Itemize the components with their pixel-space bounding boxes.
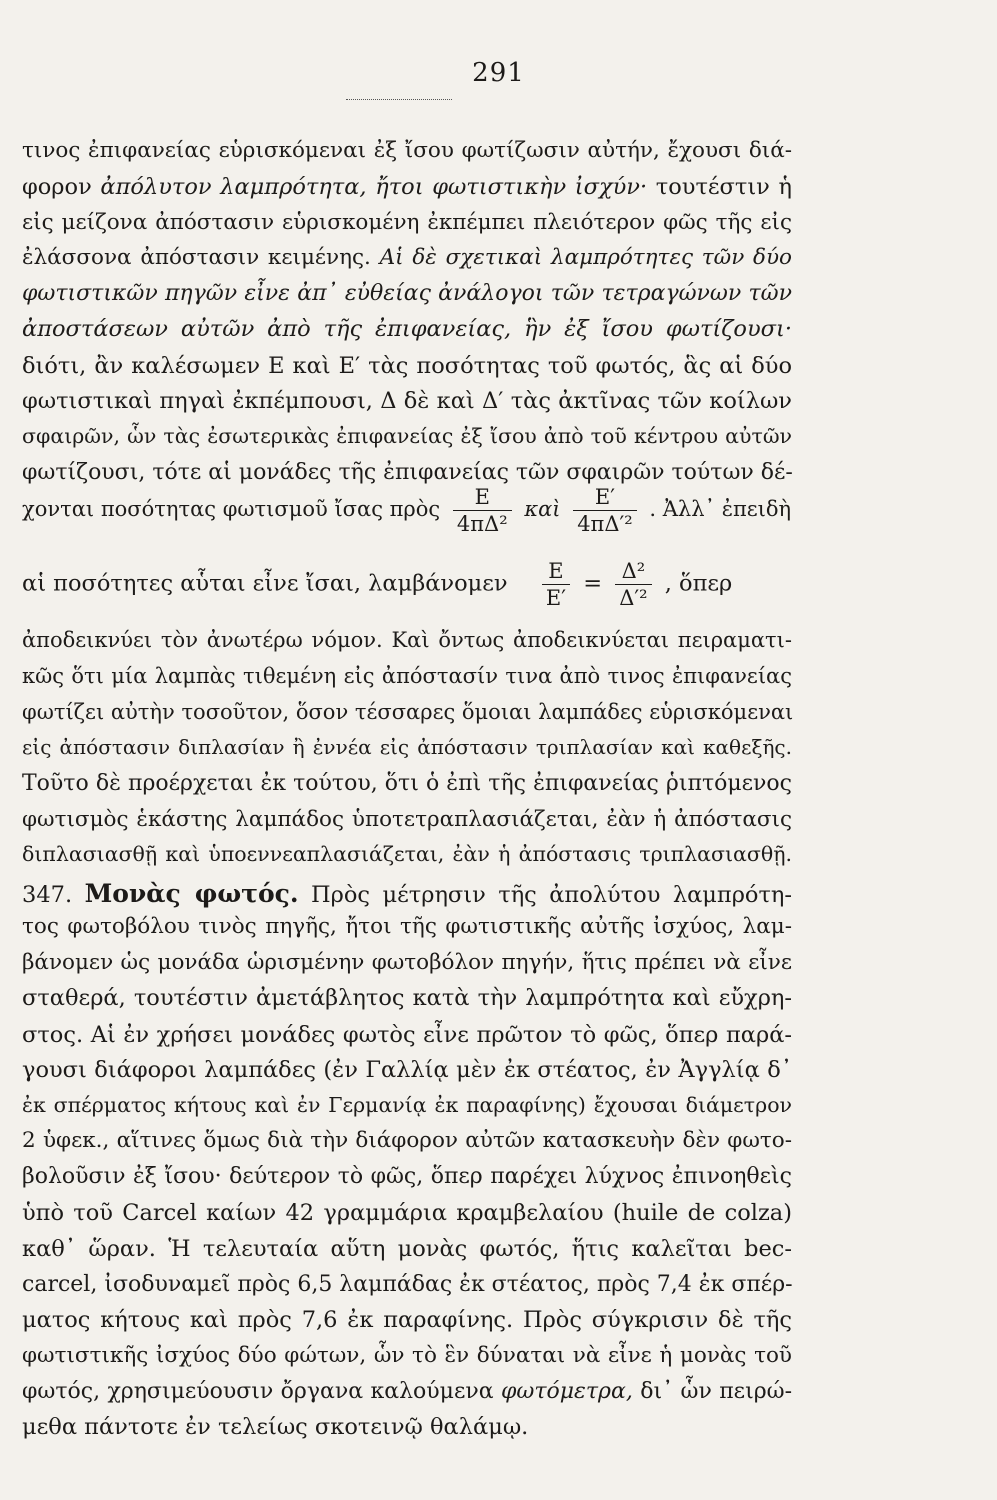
text-line-23: σταθερά, τουτέστιν ἀμετάβλητος κατὰ τὴν λαμπρότητα καὶ εὔχρη-	[22, 985, 792, 1011]
fraction-denominator: 4πΔ′²	[573, 510, 637, 535]
text-run: αἱ ποσότητες αὗται εἶνε ἴσαι, λαμβάνομεν	[22, 570, 508, 597]
text-line-9: σφαιρῶν, ὧν τὰς ἐσωτερικὰς ἐπιφανείας ἐξ ἴσου ἀπὸ τοῦ κέντρου αὐτῶν	[22, 424, 792, 448]
fraction-Delta2-over-Delta-prime2	[615, 560, 651, 609]
text-line-21: τος φωτοβόλου τινὸς πηγῆς, ἤτοι τῆς φωτιστικῆς αὐτῆς ἰσχύος, λαμ-	[22, 914, 792, 939]
text-line-25: γουσι διάφοροι λαμπάδες (ἐν Γαλλίᾳ μὲν ἐκ στέατος, ἐν Ἀγγλίᾳ δ᾽	[22, 1057, 792, 1083]
text-line-1: τινος ἐπιφανείας εὑρισκόμεναι ἐξ ἴσου φωτίζωσιν αὐτήν, ἔχουσι διά-	[22, 138, 792, 163]
text-run: φορον	[22, 174, 101, 200]
text-line-33: φωτιστικῆς ἰσχύος δύο φώτων, ὧν τὸ ἓν δύναται νὰ εἶνε ἡ μονὰς τοῦ	[22, 1343, 792, 1368]
fraction-numerator: E	[474, 485, 490, 509]
text-line-2	[22, 176, 792, 199]
text-line-17: Τοῦτο δὲ προέρχεται ἐκ τούτου, ὅτι ὁ ἐπὶ τῆς ἐπιφανείας ῥιπτόμενος	[22, 771, 792, 796]
text-line-7: διότι, ἂν καλέσωμεν E καὶ E′ τὰς ποσότητας τοῦ φωτός, ἃς αἱ δύο	[22, 353, 792, 379]
text-run: Πρὸς μέτρησιν τῆς ἀπολύτου λαμπρότη-	[298, 882, 792, 908]
page-number: 291	[472, 58, 525, 88]
text-run: . Ἀλλ᾽ ἐπειδὴ	[649, 497, 792, 522]
text-line-8: φωτιστικαὶ πηγαὶ ἐκπέμπουσι, Δ δὲ καὶ Δ′ τὰς ἀκτῖνας τῶν κοίλων	[22, 388, 792, 414]
text-line-27: 2 ὑφεκ., αἵτινες ὅμως διὰ τὴν διάφορον αὐτῶν κατασκευὴν δὲν φωτο-	[22, 1128, 792, 1153]
text-line-14: κῶς ὅτι μία λαμπὰς τιθεμένη εἰς ἀπόστασίν τινα ἀπὸ τινος ἐπιφανείας	[22, 664, 792, 688]
text-line-26: ἐκ σπέρματος κήτους καὶ ἐν Γερμανίᾳ ἐκ παραφίνης) ἔχουσαι διάμετρον	[22, 1093, 792, 1117]
text-line-31: carcel, ἰσοδυναμεῖ πρὸς 6,5 λαμπάδας ἐκ στέατος, πρὸς 7,4 ἐκ σπέρ-	[22, 1272, 793, 1297]
fraction-E-over-4piDelta2	[453, 486, 512, 535]
text-run: καὶ	[524, 497, 561, 522]
text-line-11-formula	[22, 486, 792, 535]
fraction-E-prime-over-4piDelta-prime2	[573, 486, 637, 535]
text-line-30: καθ᾽ ὥραν. Ἡ τελευταία αὕτη μονὰς φωτός, ἥτις καλεῖται bec-	[22, 1236, 792, 1262]
text-run: , ὅπερ	[664, 570, 733, 597]
italic-law-statement: Αἱ δὲ σχετικαὶ λαμπρότητες τῶν δύο	[379, 245, 792, 270]
fraction-numerator: E′	[594, 485, 615, 509]
text-line-12-equation	[22, 560, 792, 609]
fraction-denominator: 4πΔ²	[453, 510, 512, 535]
fraction-numerator: E	[548, 559, 564, 583]
italic-term-absolute-brightness: ἀπόλυτον λαμπρότητα, ἤτοι φωτιστικὴν ἰσχύν·	[100, 174, 648, 200]
text-line-24: στος. Αἱ ἐν χρήσει μονάδες φωτὸς εἶνε πρῶτον τὸ φῶς, ὅπερ παρά-	[22, 1022, 792, 1048]
text-line-22: βάνομεν ὡς μονάδα ὡρισμένην φωτοβόλον πηγήν, ἥτις πρέπει νὰ εἶνε	[22, 950, 792, 975]
text-line-13: ἀποδεικνύει τὸν ἀνωτέρω νόμον. Καὶ ὄντως ἀποδεικνύεται πειραματι-	[22, 628, 792, 652]
section-heading-line	[22, 881, 792, 907]
fraction-E-over-E-prime	[542, 560, 570, 609]
text-run: χονται ποσότητας φωτισμοῦ ἴσας πρὸς	[22, 497, 441, 522]
header-rule	[346, 99, 452, 100]
text-line-15: φωτίζει αὐτὴν τοσοῦτον, ὅσον τέσσαρες ὅμοιαι λαμπάδες εὑρισκόμεναι	[22, 700, 794, 724]
text-run: δι᾽ ὧν πειρώ-	[632, 1379, 793, 1404]
text-line-32: ματος κήτους καὶ πρὸς 7,6 ἐκ παραφίνης. Πρὸς σύγκρισιν δὲ τῆς	[22, 1307, 792, 1333]
text-line-3: εἰς μείζονα ἀπόστασιν εὑρισκομένη ἐκπέμπει πλειότερον φῶς τῆς εἰς	[22, 210, 792, 235]
section-number: 347.	[22, 882, 85, 908]
text-line-19: διπλασιασθῇ καὶ ὑποεννεαπλασιάζεται, ἐὰν ἡ ἀπόστασις τριπλασιασθῇ.	[22, 842, 792, 866]
text-line-10: φωτίζουσι, τότε αἱ μονάδες τῆς ἐπιφανείας τῶν σφαιρῶν τούτων δέ-	[22, 460, 793, 485]
fraction-numerator: Δ²	[621, 559, 646, 583]
text-run: φωτός, χρησιμεύουσιν ὄργανα καλούμενα	[22, 1379, 501, 1404]
fraction-denominator: Δ′²	[615, 584, 651, 609]
italic-term-photometers: φωτόμετρα,	[501, 1379, 633, 1404]
fraction-denominator: E′	[542, 584, 570, 609]
text-line-28: βολοῦσιν ἐξ ἴσου· δεύτερον τὸ φῶς, ὅπερ παρέχει λύχνος ἐπινοηθεὶς	[22, 1164, 792, 1189]
text-line-29: ὑπὸ τοῦ Carcel καίων 42 γραμμάρια κραμβελαίου (huile de colza)	[22, 1200, 792, 1226]
equals-sign: =	[583, 570, 603, 597]
text-line-35: μεθα πάντοτε ἐν τελείως σκοτεινῷ θαλάμῳ.	[22, 1414, 529, 1440]
text-line-5: φωτιστικῶν πηγῶν εἶνε ἀπ᾽ εὐθείας ἀνάλογοι τῶν τετραγώνων τῶν	[22, 281, 792, 306]
text-line-16: εἰς ἀπόστασιν διπλασίαν ἢ ἐννέα εἰς ἀπόστασιν τριπλασίαν καὶ καθεξῆς.	[22, 735, 792, 759]
text-line-6: ἀποστάσεων αὐτῶν ἀπὸ τῆς ἐπιφανείας, ἣν ἐξ ἴσου φωτίζουσι·	[22, 316, 792, 342]
text-line-34	[22, 1381, 792, 1403]
text-run: τουτέστιν ἡ	[647, 174, 792, 200]
text-run: ἐλάσσονα ἀπόστασιν κειμένης.	[22, 245, 380, 270]
text-line-18: φωτισμὸς ἑκάστης λαμπάδος ὑποτετραπλασιάζεται, ἐὰν ἡ ἀπόστασις	[22, 807, 792, 832]
section-title: Μονὰς φωτός.	[84, 879, 299, 908]
text-line-4	[22, 247, 792, 269]
